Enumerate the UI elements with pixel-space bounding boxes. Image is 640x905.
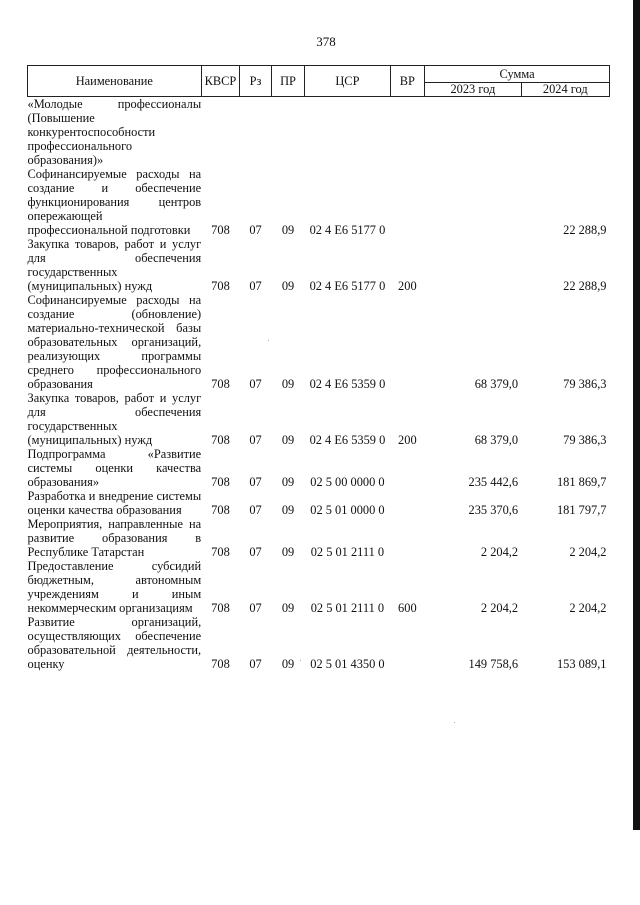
scan-edge-shadow	[633, 0, 640, 830]
cell-csr: 02 5 01 2111 0	[310, 545, 385, 559]
cell-name: Закупка товаров, работ и услуг для обеспечения государственных (муниципальных) нужд	[27, 391, 202, 447]
cell-sum-2023: 68 379,0	[474, 377, 519, 391]
cell-csr: 02 4 E6 5359 0	[309, 433, 386, 447]
cell-sum-2024: 153 089,1	[556, 657, 607, 671]
cell-sum-2024: 2 204,2	[569, 601, 607, 615]
cell-vr	[390, 167, 425, 237]
cell-sum-2023	[425, 97, 521, 168]
scan-speck	[454, 722, 455, 723]
cell-pr: 09	[281, 503, 295, 517]
cell-pr: 09	[281, 377, 295, 391]
cell-csr	[305, 97, 390, 168]
cell-kvsr: 708	[211, 223, 230, 237]
header-rz: Рз	[240, 66, 271, 97]
cell-rz: 07	[249, 223, 262, 237]
cell-sum-2024: 79 386,3	[563, 377, 607, 391]
cell-kvsr: 708	[211, 545, 230, 559]
table-row	[28, 489, 610, 517]
cell-sum-2023: 235 370,6	[468, 503, 519, 517]
cell-name: Софинансируемые расходы на создание (обновление) материально-технической базы образовательных организаций, реализующих программы среднего профессионального образования	[27, 293, 202, 391]
cell-pr: 09	[281, 545, 295, 559]
cell-pr	[271, 97, 305, 168]
cell-sum-2024	[521, 97, 609, 168]
cell-sum-2023: 2 204,2	[480, 601, 519, 615]
cell-vr: 200	[398, 433, 417, 447]
cell-rz: 07	[249, 503, 262, 517]
cell-rz: 07	[249, 657, 262, 671]
cell-vr: 200	[398, 279, 417, 293]
cell-pr: 09	[281, 279, 295, 293]
cell-rz: 07	[249, 377, 262, 391]
table-row	[28, 615, 610, 671]
cell-csr: 02 5 01 2111 0	[310, 601, 385, 615]
cell-name: Софинансируемые расходы на создание и обеспечение функционирования центров опережающей профессиональной подготовки	[27, 167, 202, 237]
cell-name: Закупка товаров, работ и услуг для обеспечения государственных (муниципальных) нужд	[27, 237, 202, 293]
cell-name: Мероприятия, направленные на развитие образования в Республике Татарстан	[27, 517, 202, 559]
page-number: 378	[316, 34, 336, 49]
cell-vr	[390, 615, 425, 671]
table-row	[28, 97, 610, 168]
table-row	[28, 167, 610, 237]
table-row	[28, 391, 610, 447]
cell-name: Разработка и внедрение системы оценки качества образования	[27, 489, 202, 517]
cell-vr	[390, 489, 425, 517]
header-name: Наименование	[28, 66, 202, 97]
cell-sum-2023: 149 758,6	[468, 657, 519, 671]
header-sum: Сумма	[425, 66, 610, 83]
cell-csr: 02 4 E6 5177 0	[309, 223, 386, 237]
cell-sum-2023: 2 204,2	[480, 545, 519, 559]
scan-speck	[300, 660, 301, 661]
cell-sum-2023: 235 442,6	[468, 475, 519, 489]
cell-sum-2024: 22 288,9	[563, 223, 607, 237]
cell-kvsr: 708	[211, 433, 230, 447]
budget-table	[27, 65, 610, 671]
header-year-2023: 2023 год	[425, 83, 521, 97]
cell-pr: 09	[281, 223, 295, 237]
table-row	[28, 237, 610, 293]
cell-kvsr: 708	[211, 279, 230, 293]
cell-name: Предоставление субсидий бюджетным, автономным учреждениям и иным некоммерческим организациям	[27, 559, 202, 615]
header-kvsr: КВСР	[201, 66, 240, 97]
cell-sum-2024: 181 869,7	[556, 475, 607, 489]
table-row	[28, 559, 610, 615]
cell-vr: 600	[398, 601, 417, 615]
header-vr: ВР	[390, 66, 425, 97]
cell-sum-2023: 68 379,0	[474, 433, 519, 447]
cell-pr: 09	[281, 475, 295, 489]
cell-pr: 09	[281, 657, 295, 671]
cell-pr: 09	[281, 433, 295, 447]
cell-kvsr: 708	[211, 503, 230, 517]
header-pr: ПР	[271, 66, 305, 97]
table-row	[28, 517, 610, 559]
cell-vr	[390, 517, 425, 559]
cell-sum-2023	[425, 167, 521, 237]
cell-rz: 07	[249, 279, 262, 293]
table-row	[28, 447, 610, 489]
cell-csr: 02 4 E6 5359 0	[309, 377, 386, 391]
cell-vr	[390, 293, 425, 391]
header-csr: ЦСР	[305, 66, 390, 97]
scan-speck	[268, 340, 269, 341]
cell-kvsr: 708	[211, 475, 230, 489]
cell-kvsr: 708	[211, 601, 230, 615]
cell-sum-2024: 79 386,3	[563, 433, 607, 447]
cell-rz: 07	[249, 433, 262, 447]
cell-vr	[390, 97, 425, 168]
cell-sum-2024: 2 204,2	[569, 545, 607, 559]
cell-sum-2023	[425, 237, 521, 293]
cell-csr: 02 5 01 0000 0	[310, 503, 385, 517]
cell-rz	[240, 97, 271, 168]
cell-csr: 02 4 E6 5177 0	[309, 279, 386, 293]
cell-sum-2024: 181 797,7	[556, 503, 607, 517]
cell-kvsr: 708	[211, 657, 230, 671]
cell-kvsr	[201, 97, 240, 168]
cell-kvsr: 708	[211, 377, 230, 391]
cell-pr: 09	[281, 601, 295, 615]
cell-rz: 07	[249, 545, 262, 559]
cell-sum-2024: 22 288,9	[563, 279, 607, 293]
header-year-2024: 2024 год	[521, 83, 609, 97]
cell-vr	[390, 447, 425, 489]
cell-csr: 02 5 00 0000 0	[310, 475, 385, 489]
cell-name: Подпрограмма «Развитие системы оценки качества образования»	[27, 447, 202, 489]
cell-rz: 07	[249, 475, 262, 489]
cell-name: «Молодые профессионалы (Повышение конкурентоспособности профессионального образования)»	[27, 97, 202, 167]
cell-rz: 07	[249, 601, 262, 615]
table-row	[28, 293, 610, 391]
cell-csr: 02 5 01 4350 0	[310, 657, 385, 671]
cell-name: Развитие организаций, осуществляющих обеспечение образовательной деятельности, оценку	[27, 615, 202, 671]
